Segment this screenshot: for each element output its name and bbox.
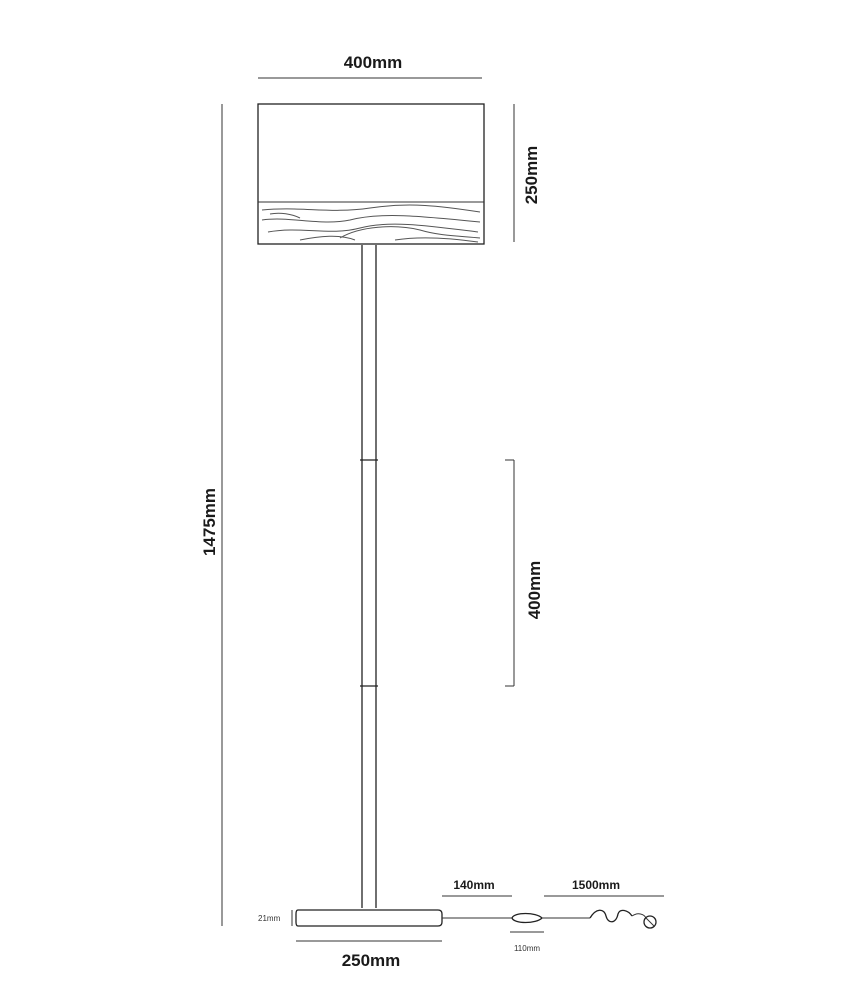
shade-width-dimension — [258, 53, 482, 78]
pole-segment-dimension — [505, 460, 544, 686]
lampshade — [258, 104, 484, 244]
power-cord — [442, 910, 656, 928]
cable-to-switch-dimension — [442, 878, 512, 896]
base-diameter-label: 250mm — [341, 951, 401, 970]
switch-length-label: 110mm — [513, 944, 541, 953]
shade-height-label: 250mm — [522, 145, 541, 205]
lamp-pole — [360, 245, 378, 908]
total-height-dimension — [200, 104, 222, 926]
lamp-base — [296, 910, 442, 926]
pole-segment-label: 400mm — [525, 560, 544, 620]
base-diameter-dimension — [296, 941, 442, 970]
base-thickness-label: 21mm — [258, 914, 281, 923]
switch-length-dimension — [510, 932, 544, 953]
total-height-label: 1475mm — [200, 487, 219, 557]
cable-length-label: 1500mm — [571, 878, 621, 892]
wood-grain-band — [262, 205, 480, 242]
shade-width-label: 400mm — [343, 53, 403, 72]
base-thickness-dimension — [258, 910, 292, 926]
cable-to-switch-label: 140mm — [453, 878, 495, 892]
inline-switch-icon — [512, 914, 542, 923]
cable-length-dimension — [544, 878, 664, 896]
plug-icon — [644, 916, 656, 928]
shade-height-dimension — [514, 104, 541, 242]
